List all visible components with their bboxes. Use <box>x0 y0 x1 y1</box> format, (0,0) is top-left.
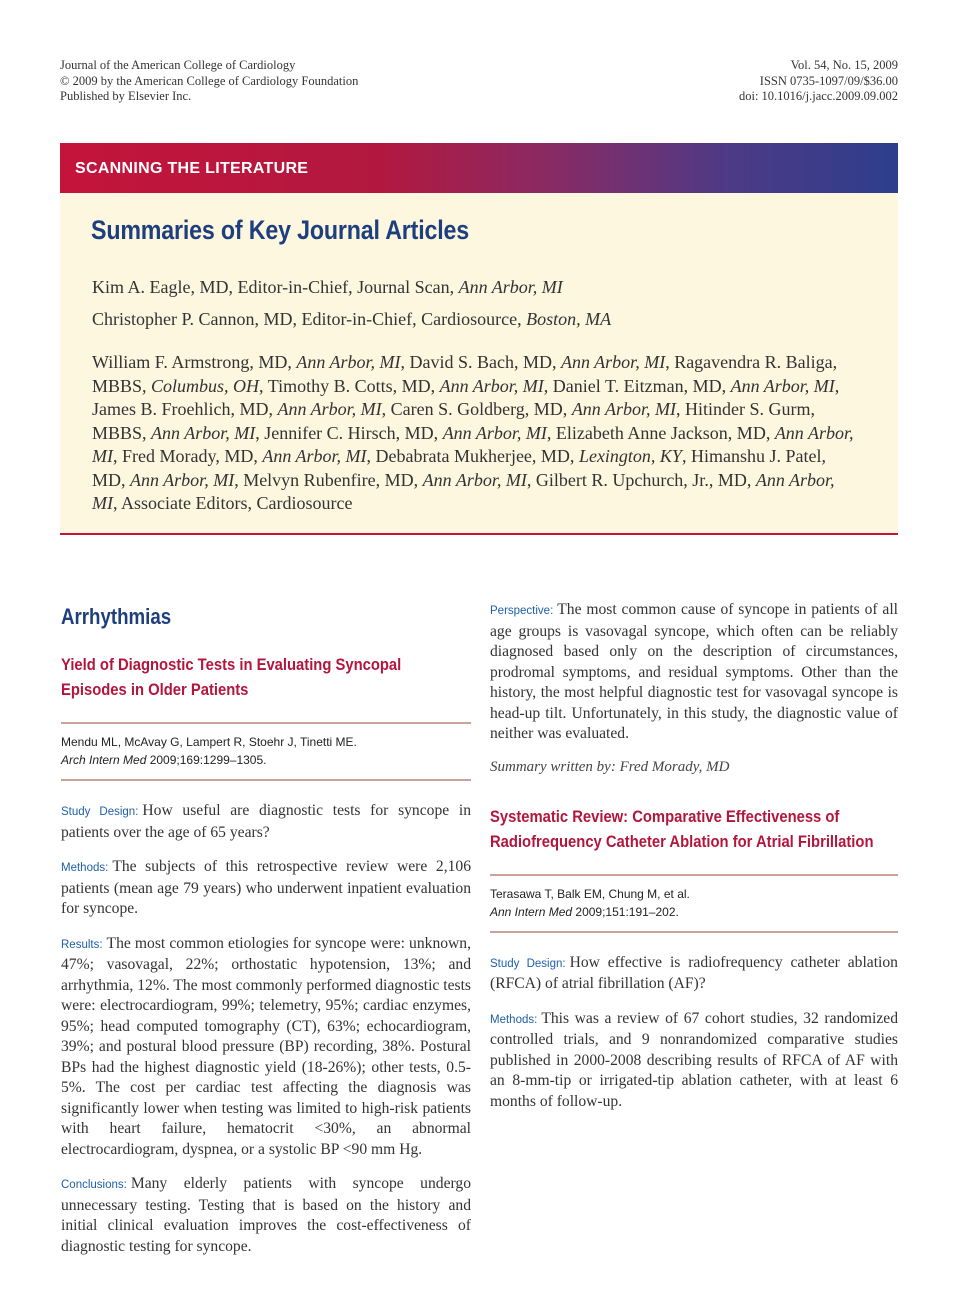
volume-line: Vol. 54, No. 15, 2009 <box>790 58 898 72</box>
article-1-methods: Methods: The subjects of this retrospective review were 2,106 patients (mean age 79 years) who underwent inpatient evaluation for syncope. <box>61 858 471 917</box>
editors-box <box>60 193 898 533</box>
divider-rule <box>60 533 898 535</box>
article-1-summary-author: Summary written by: Fred Morady, MD <box>490 758 730 775</box>
article-2-study-design: Study Design: How effective is radiofrequency catheter ablation (RFCA) of atrial fibrillation (AF)? <box>490 953 898 992</box>
article-1-study-design: Study Design: How useful are diagnostic tests for syncope in patients over the age of 65 years? <box>61 802 471 841</box>
article-2-reference: Ann Intern Med 2009;151:191–202. <box>490 904 679 919</box>
article-1-conclusions: Conclusions: Many elderly patients with syncope undergo unnecessary testing. Testing that is based on the history and initial clinical evaluation improves the cost-effectiveness of diagnostic testing for syncope. <box>61 1175 471 1255</box>
editor-in-chief-2: Christopher P. Cannon, MD, Editor-in-Chief, Cardiosource, Boston, MA <box>92 309 612 329</box>
publisher-line: Published by Elsevier Inc. <box>60 89 192 103</box>
article-1-title: Yield of Diagnostic Tests in Evaluating Syncopal Episodes in Older Patients <box>61 655 402 699</box>
article-2-authors: Terasawa T, Balk EM, Chung M, et al. <box>490 886 690 901</box>
right-column <box>490 600 898 1126</box>
journal-header-right <box>739 58 898 105</box>
article-1-citation <box>61 722 471 781</box>
article-1-perspective: Perspective: The most common cause of syncope in patients of all age groups is vasovagal syncope, which often can be reliably diagnosed based only on the description of circumstances, prodromal symptoms, and residual symptoms. Other than the history, the most helpful diagnostic test for vasovagal syncope is head-up tilt. Unfortunately, in this study, the diagnostic value of neither was evaluated. <box>490 601 898 742</box>
associate-editors: William F. Armstrong, MD, Ann Arbor, MI, David S. Bach, MD, Ann Arbor, MI, Ragavendra R. Baliga, MBBS, Columbus, OH, Timothy B. Cotts, MD, Ann Arbor, MI, Daniel T. Eitzman, MD, Ann Arbor, MI, James B. Froehlich, MD, Ann Arbor, MI, Caren S. Goldberg, MD, Ann Arbor, MI, Hitinder S. Gurm, MBBS, Ann Arbor, MI, Jennifer C. Hirsch, MD, Ann Arbor, MI, Elizabeth Anne Jackson, MD, Ann Arbor, MI, Fred Morady, MD, Ann Arbor, MI, Debabrata Mukherjee, MD, Lexington, KY, Himanshu J. Patel, MD, Ann Arbor, MI, Melvyn Rubenfire, MD, Ann Arbor, MI, Gilbert R. Upchurch, Jr., MD, Ann Arbor, MI, Associate Editors, Cardiosource <box>92 352 854 513</box>
left-column <box>61 600 471 1271</box>
banner-label: SCANNING THE LITERATURE <box>75 160 309 177</box>
article-2-methods: Methods: This was a review of 67 cohort studies, 32 randomized controlled trials, and 9 nonrandomized comparative studies published in 2000-2008 describing results of RFCA of AF with an 8-mm-tip or irrigated-tip ablation catheter, with at least 6 months of follow-up. <box>490 1009 898 1110</box>
doi-line: doi: 10.1016/j.jacc.2009.09.002 <box>738 89 898 103</box>
issn-line: ISSN 0735-1097/09/$36.00 <box>759 73 898 88</box>
section-title: Arrhythmias <box>61 604 172 629</box>
journal-header-left <box>60 58 358 105</box>
article-2-citation <box>490 874 898 933</box>
article-1-authors: Mendu ML, McAvay G, Lampert R, Stoehr J, Tinetti ME. <box>61 735 357 749</box>
article-2-title: Systematic Review: Comparative Effectiveness of Radiofrequency Catheter Ablation for Atrial Fibrillation <box>490 806 874 851</box>
article-1-reference: Arch Intern Med 2009;169:1299–1305. <box>61 753 267 767</box>
journal-name: Journal of the American College of Cardiology <box>60 58 296 72</box>
page-title: Summaries of Key Journal Articles <box>91 215 470 245</box>
section-banner <box>60 143 898 193</box>
copyright-line: © 2009 by the American College of Cardiology Foundation <box>60 73 359 88</box>
article-1-results: Results: The most common etiologies for syncope were: unknown, 47%; vasovagal, 22%; orthostatic hypotension, 13%; and arrhythmia, 12%. The most commonly performed diagnostic tests were: electrocardiogram, 99%; telemetry, 95%; cardiac enzymes, 95%; head computed tomography (CT), 63%; echocardiogram, 39%; and postural blood pressure (BP) recording, 38%. Postural BPs had the highest diagnostic yield (18-26%); other tests, 0.5-5%. The cost per cardiac test affecting the diagnosis was significantly lower when testing was limited to high-risk patients with heart failure, hematocrit <30%, an abnormal electrocardiogram, dyspnea, or a systolic BP <90 mm Hg. <box>61 934 471 1158</box>
editor-in-chief-1: Kim A. Eagle, MD, Editor-in-Chief, Journal Scan, Ann Arbor, MI <box>92 277 563 297</box>
